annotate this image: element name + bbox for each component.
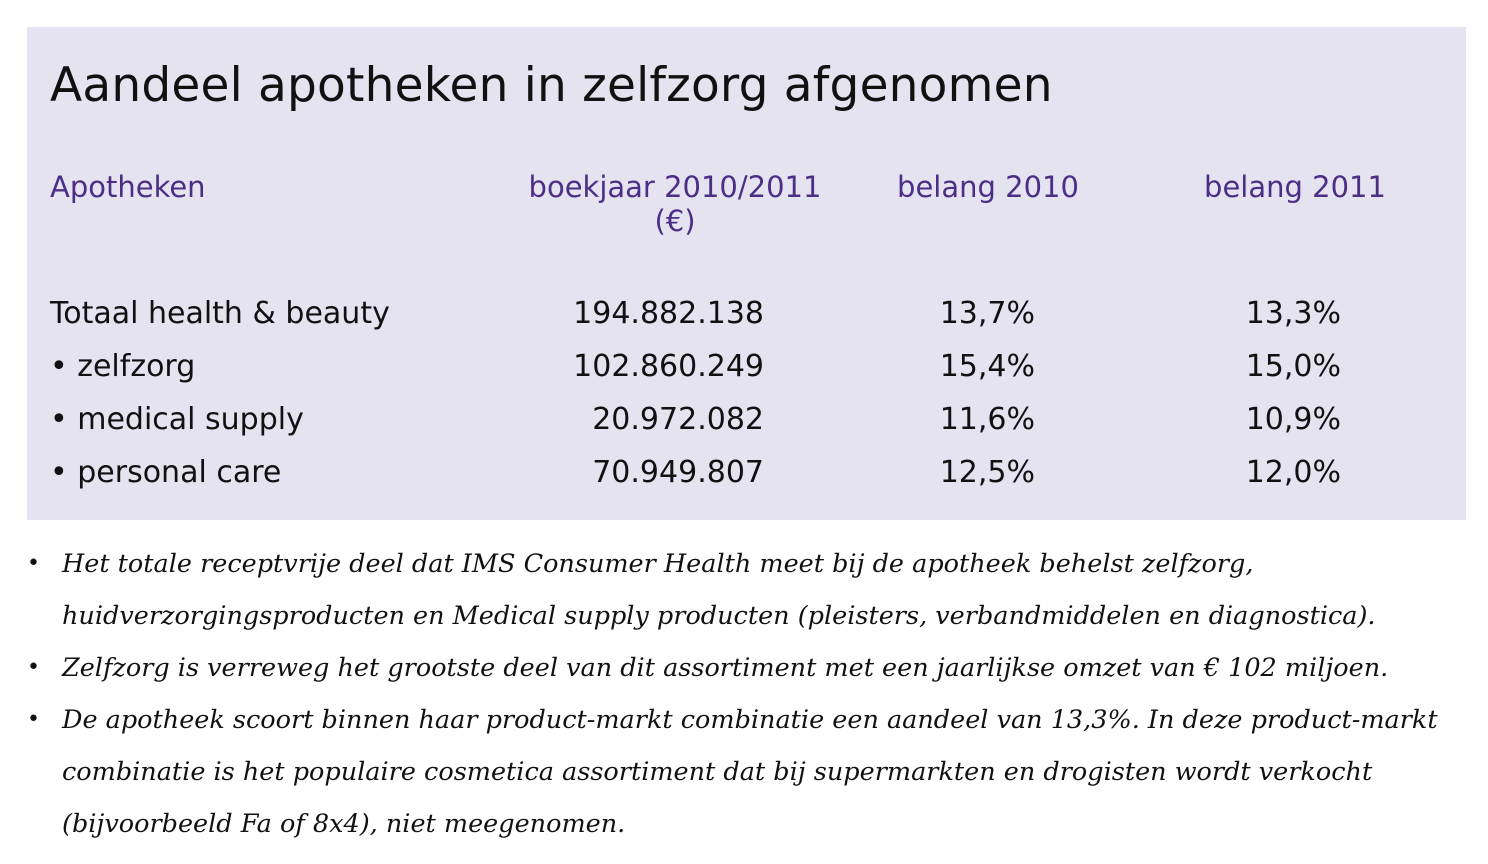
table-row	[0, 453, 1488, 493]
bullet: •	[27, 551, 40, 576]
row-belang-2010: 15,4%	[939, 349, 1035, 384]
row-belang-2011: 10,9%	[1245, 402, 1341, 437]
row-belang-2011: 15,0%	[1245, 349, 1341, 384]
page-title: Aandeel apotheken in zelfzorg afgenomen	[50, 58, 1053, 113]
note-item	[0, 538, 1488, 642]
row-belang-2010: 13,7%	[939, 296, 1035, 331]
row-name: • medical supply	[50, 402, 304, 437]
row-belang-2010: 11,6%	[939, 402, 1035, 437]
header-boekjaar-line2: (€)	[654, 204, 696, 238]
table-row	[0, 294, 1488, 334]
row-name: Totaal health & beauty	[50, 296, 390, 331]
bullet: •	[27, 707, 40, 732]
bullet: •	[27, 655, 40, 680]
header-apotheken: Apotheken	[50, 170, 206, 204]
header-boekjaar-line1: boekjaar 2010/2011	[528, 170, 822, 204]
row-value: 20.972.082	[592, 402, 764, 437]
row-belang-2011: 13,3%	[1245, 296, 1341, 331]
row-belang-2010: 12,5%	[939, 455, 1035, 490]
table-row	[0, 347, 1488, 387]
header-boekjaar	[505, 170, 845, 238]
row-belang-2011: 12,0%	[1245, 455, 1341, 490]
note-text: Zelfzorg is verreweg het grootste deel van dit assortiment met een jaarlijkse omzet van € 102 miljoen.	[62, 653, 1389, 683]
header-belang-2010: belang 2010	[897, 170, 1079, 204]
row-value: 194.882.138	[573, 296, 764, 331]
row-value: 102.860.249	[573, 349, 764, 384]
note-item	[0, 694, 1488, 850]
note-text: Het totale receptvrije deel dat IMS Consumer Health meet bij de apotheek behelst zelfzorg, huidverzorgingsproducten en Medical supply producten (pleisters, verbandmiddelen en diagnostica).	[62, 549, 1376, 631]
notes-list	[0, 538, 1488, 850]
header-belang-2011: belang 2011	[1204, 170, 1386, 204]
row-name: • zelfzorg	[50, 349, 196, 384]
row-value: 70.949.807	[592, 455, 764, 490]
row-name: • personal care	[50, 455, 282, 490]
table-row	[0, 400, 1488, 440]
note-text: De apotheek scoort binnen haar product-markt combinatie een aandeel van 13,3%. In deze product-markt combinatie is het populaire cosmetica assortiment dat bij supermarkten en drogisten wordt verkocht (bijvoorbeeld Fa of 8x4), niet meegenomen.	[62, 705, 1438, 839]
note-item	[0, 642, 1488, 694]
